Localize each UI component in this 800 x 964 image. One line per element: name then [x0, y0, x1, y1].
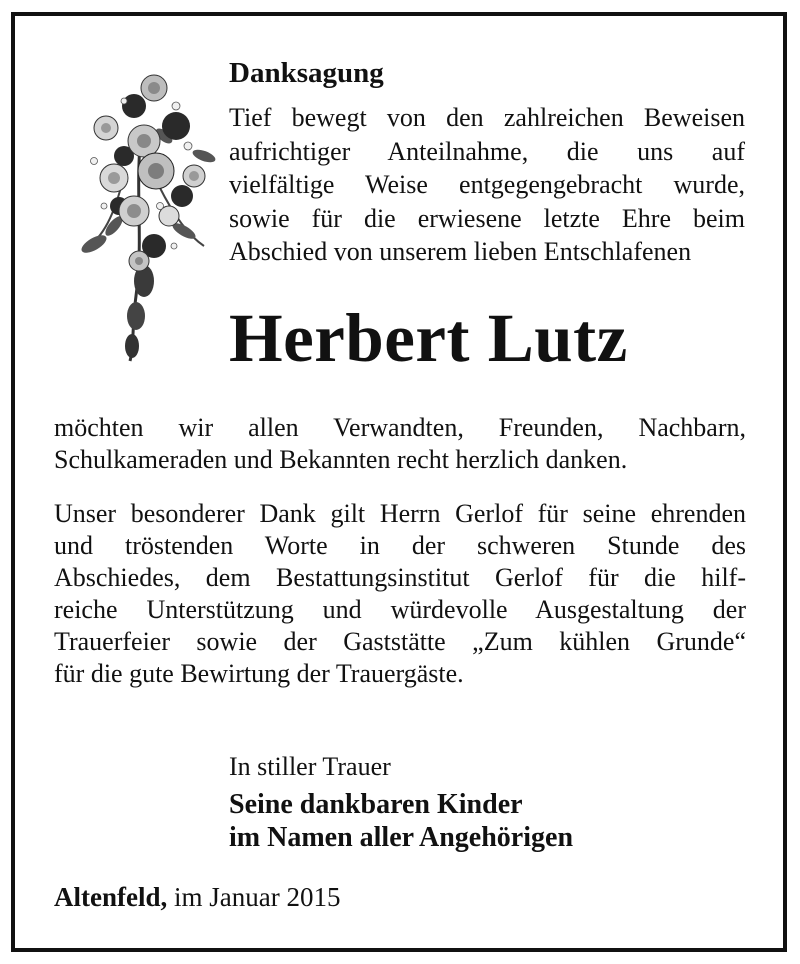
special-thanks-paragraph: [54, 498, 746, 690]
special-thanks-line: reiche Unterstützung und würdevolle Ausgestaltung der: [54, 595, 746, 624]
deceased-name: Herbert Lutz: [229, 300, 628, 376]
place-date-line: [54, 880, 340, 914]
signers-block: [229, 788, 573, 854]
intro-line: Tief bewegt von den zahlreichen Beweisen: [229, 103, 745, 132]
intro-line: Abschied von unserem lieben Entschlafenen: [229, 237, 692, 266]
mourning-phrase: In stiller Trauer: [229, 752, 391, 781]
thanks-paragraph: [54, 412, 746, 476]
signer-line: Seine dankbaren Kinder: [229, 789, 523, 820]
special-thanks-line: Unser besonderer Dank gilt Herrn Gerlof für seine ehrenden: [54, 499, 746, 528]
special-thanks-line: Abschiedes, dem Bestattungsinstitut Gerlof für die hilf-: [54, 563, 746, 592]
signer-line: im Namen aller Angehörigen: [229, 822, 574, 853]
flower-bouquet-image: [64, 66, 224, 366]
intro-paragraph: [229, 101, 745, 269]
intro-line: sowie für die erwiesene letzte Ehre beim: [229, 203, 745, 233]
notice-date: im Januar 2015: [173, 882, 341, 912]
intro-line: aufrichtiger Anteilnahme, die uns auf: [229, 136, 745, 166]
thanks-line: Schulkameraden und Bekannten recht herzlich danken.: [54, 445, 628, 474]
notice-heading: Danksagung: [229, 57, 384, 89]
special-thanks-line: Trauerfeier sowie der Gaststätte „Zum kühlen Grunde“: [54, 627, 746, 656]
place-name: Altenfeld,: [54, 882, 168, 912]
special-thanks-line: und tröstenden Worte in der schweren Stunde des: [54, 531, 746, 560]
intro-line: vielfältige Weise entgegengebracht wurde,: [229, 170, 745, 199]
thanks-line: möchten wir allen Verwandten, Freunden, Nachbarn,: [54, 413, 746, 442]
special-thanks-line: für die gute Bewirtung der Trauergäste.: [54, 659, 464, 688]
